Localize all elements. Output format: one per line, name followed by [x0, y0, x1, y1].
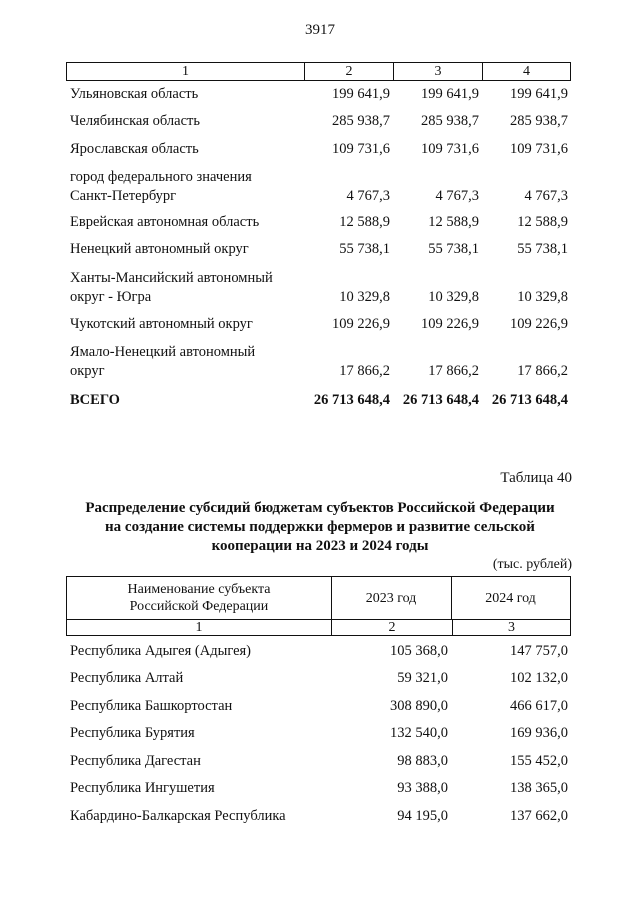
value-col-4: 109 731,6	[510, 141, 568, 157]
header-numbers-row	[67, 619, 570, 636]
value-col-3: 4 767,3	[435, 188, 479, 204]
value-2023: 98 883,0	[397, 753, 448, 769]
value-2024: 138 365,0	[510, 780, 568, 796]
value-col-2: 10 329,8	[339, 289, 390, 305]
table-title-line-1: Распределение субсидий бюджетам субъектов Российской Федерации	[85, 500, 555, 516]
table-title	[60, 499, 580, 556]
value-col-4: 10 329,8	[517, 289, 568, 305]
table-number-label: Таблица 40	[500, 470, 572, 486]
header-number-3: 3	[508, 620, 515, 635]
subject-name: Республика Ингушетия	[70, 780, 215, 796]
value-col-4: 55 738,1	[517, 241, 568, 257]
value-2023: 94 195,0	[397, 808, 448, 824]
total-label: ВСЕГО	[70, 392, 120, 408]
value-2024: 155 452,0	[510, 753, 568, 769]
units-label: (тыс. рублей)	[492, 557, 572, 572]
value-col-3: 109 731,6	[421, 141, 479, 157]
value-col-4: 199 641,9	[510, 86, 568, 102]
region-name	[70, 168, 295, 206]
region-name-line-1: Ханты-Мансийский автономный	[70, 270, 273, 286]
region-name-line-2: округ	[70, 363, 105, 379]
value-2024: 102 132,0	[510, 670, 568, 686]
region-name: Ненецкий автономный округ	[70, 241, 249, 257]
table40-header	[66, 576, 571, 636]
region-name	[70, 343, 295, 381]
value-2023: 93 388,0	[397, 780, 448, 796]
value-col-2: 17 866,2	[339, 363, 390, 379]
header-subject-name	[67, 577, 332, 619]
header-subject-line-1: Наименование субъекта	[127, 582, 271, 597]
header-col-4: 4	[523, 63, 530, 79]
table-row	[70, 642, 570, 661]
value-col-3: 10 329,8	[428, 289, 479, 305]
value-2023: 59 321,0	[397, 670, 448, 686]
header-col-2: 2	[305, 63, 394, 80]
value-col-2: 109 226,9	[332, 316, 390, 332]
value-col-2: 55 738,1	[339, 241, 390, 257]
header-2023: 2023 год	[331, 577, 452, 619]
value-col-2: 109 731,6	[332, 141, 390, 157]
header-subject-line-2: Российской Федерации	[129, 599, 269, 614]
table-row	[70, 669, 570, 688]
value-col-2: 199 641,9	[332, 86, 390, 102]
header-col-1: 1	[67, 63, 305, 80]
region-name: Ульяновская область	[70, 86, 199, 102]
region-name: Ярославская область	[70, 141, 199, 157]
value-col-4: 109 226,9	[510, 316, 568, 332]
value-2024: 137 662,0	[510, 808, 568, 824]
subject-name: Республика Башкортостан	[70, 698, 233, 714]
table-row	[70, 779, 570, 798]
table-row	[70, 724, 570, 743]
total-col-2: 26 713 648,4	[313, 392, 390, 408]
header-2024: 2024 год	[485, 590, 536, 606]
value-col-3: 109 226,9	[421, 316, 479, 332]
value-2024: 466 617,0	[510, 698, 568, 714]
value-2023: 308 890,0	[390, 698, 448, 714]
value-col-2: 4 767,3	[346, 188, 390, 204]
value-col-4: 17 866,2	[517, 363, 568, 379]
total-col-4: 26 713 648,4	[491, 392, 568, 408]
region-name-line-1: город федерального значения	[70, 169, 252, 185]
header-col-3: 3	[394, 63, 483, 80]
top-table-header	[66, 62, 571, 81]
value-2024: 147 757,0	[510, 643, 568, 659]
value-col-3: 55 738,1	[428, 241, 479, 257]
value-col-2: 12 588,9	[339, 214, 390, 230]
value-2023: 132 540,0	[390, 725, 448, 741]
subject-name: Республика Дагестан	[70, 753, 201, 769]
header-number-1: 1	[67, 620, 332, 636]
subject-name: Республика Алтай	[70, 670, 184, 686]
value-col-4: 285 938,7	[510, 113, 568, 129]
table-row	[70, 752, 570, 771]
value-col-3: 199 641,9	[421, 86, 479, 102]
value-col-2: 285 938,7	[332, 113, 390, 129]
header-number-2: 2	[332, 620, 453, 636]
region-name	[70, 269, 295, 307]
table-title-line-2: на создание системы поддержки фермеров и развитие сельской	[105, 519, 535, 535]
value-col-3: 285 938,7	[421, 113, 479, 129]
value-2023: 105 368,0	[390, 643, 448, 659]
value-col-3: 17 866,2	[428, 363, 479, 379]
subject-name: Кабардино-Балкарская Республика	[70, 808, 286, 824]
total-col-3: 26 713 648,4	[402, 392, 479, 408]
region-name: Челябинская область	[70, 113, 200, 129]
region-name: Еврейская автономная область	[70, 214, 260, 230]
subject-name: Республика Бурятия	[70, 725, 195, 741]
value-2024: 169 936,0	[510, 725, 568, 741]
region-name: Чукотский автономный округ	[70, 316, 253, 332]
value-col-3: 12 588,9	[428, 214, 479, 230]
region-name-line-2: округ - Югра	[70, 289, 152, 305]
page-number: 3917	[305, 22, 335, 38]
region-name-line-2: Санкт-Петербург	[70, 188, 177, 204]
table-row	[70, 697, 570, 716]
subject-name: Республика Адыгея (Адыгея)	[70, 643, 252, 659]
value-col-4: 4 767,3	[524, 188, 568, 204]
region-name-line-1: Ямало-Ненецкий автономный	[70, 344, 256, 360]
table-row	[70, 807, 570, 826]
value-col-4: 12 588,9	[517, 214, 568, 230]
table-title-line-3: кооперации на 2023 и 2024 годы	[211, 538, 429, 554]
